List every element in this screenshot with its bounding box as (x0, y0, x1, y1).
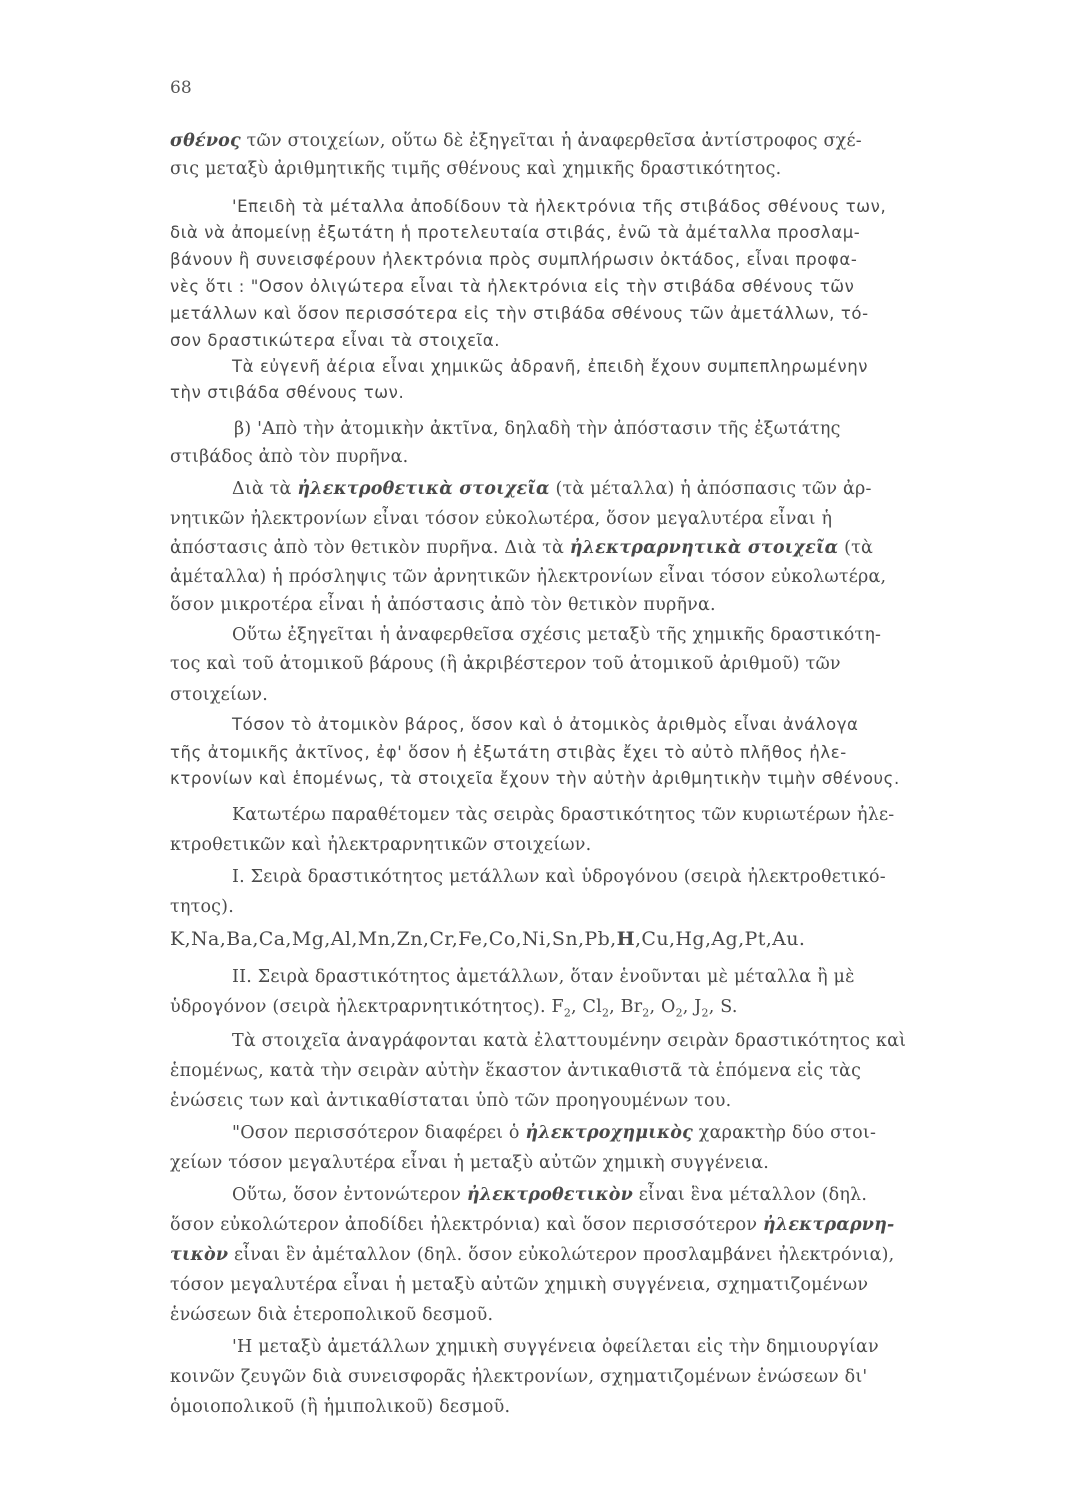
text-line: "Οσον περισσότερον διαφέρει ὁ ἠλεκτροχημικὸς χαρακτὴρ δύο στοι- (232, 1123, 877, 1143)
text-line: Διὰ τὰ ἠλεκτροθετικὰ στοιχεῖα (τὰ μέταλλα) ἡ ἀπόσπασις τῶν ἀρ- (232, 479, 872, 499)
page-number: 68 (170, 78, 192, 98)
text-line: κτροθετικῶν καὶ ἠλεκτραρνητικῶν στοιχείων. (170, 835, 592, 855)
element-series-metals: K,Na,Ba,Ca,Mg,Al,Mn,Zn,Cr,Fe,Co,Ni,Sn,Pb,H,Cu,Hg,Ag,Pt,Au. (170, 928, 806, 950)
text-line: 'Επειδὴ τὰ μέταλλα ἀποδίδουν τὰ ἠλεκτρόνια τῆς στιβάδος σθένους των, (232, 197, 887, 216)
text-line: βάνουν ἢ συνεισφέρουν ἠλεκτρόνια πρὸς συμπλήρωσιν ὀκτάδος, εἶναι προφα- (170, 250, 858, 269)
text-line: τητος). (170, 897, 234, 917)
element-series-nonmetals: ὑδρογόνον (σειρὰ ἠλεκτραρνητικότητος). $F_2$, $Cl_2$, $Br_2$, $O_2$, $J_2$, S. (170, 997, 738, 1020)
text-line: νὲς ὅτι : "Οσον ὀλιγώτερα εἶναι τὰ ἠλεκτρόνια εἰς τὴν στιβάδα σθένους τῶν (170, 277, 855, 296)
text-line: ὅσον εὐκολώτερον ἀποδίδει ἠλεκτρόνια) καὶ ὅσον περισσότερον ἠλεκτραρνη- (170, 1215, 895, 1235)
text-line: ἑνώσεις των καὶ ἀντικαθίσταται ὑπὸ τῶν προηγουμένων του. (170, 1091, 732, 1111)
text-line: II. Σειρὰ δραστικότητος ἀμετάλλων, ὅταν ἑνοῦνται μὲ μέταλλα ἢ μὲ (232, 967, 855, 987)
text-line: ὁμοιοπολικοῦ (ἢ ἡμιπολικοῦ) δεσμοῦ. (170, 1397, 511, 1417)
text-line: σις μεταξὺ ἀριθμητικῆς τιμῆς σθένους καὶ χημικῆς δραστικότητος. (170, 159, 782, 179)
text-line: στοιχείων. (170, 685, 269, 705)
text-line: Τὰ εὐγενῆ ἀέρια εἶναι χημικῶς ἀδρανῆ, ἐπειδὴ ἔχουν συμπεπληρωμένην (232, 357, 869, 376)
text-line: μετάλλων καὶ ὅσον περισσότερα εἰς τὴν στιβάδα σθένους τῶν ἀμετάλλων, τό- (170, 304, 869, 323)
text-line: Τόσον τὸ ἀτομικὸν βάρος, ὅσον καὶ ὁ ἀτομικὸς ἀριθμὸς εἶναι ἀνάλογα (232, 715, 859, 734)
text-line: τόσον μεγαλυτέρα εἶναι ἡ μεταξὺ αὐτῶν χημικὴ συγγένεια, σχηματιζομένων (170, 1275, 869, 1295)
text-line: τικὸν εἶναι ἓν ἀμέταλλον (δηλ. ὅσον εὐκολώτερον προσλαμβάνει ἠλεκτρόνια), (170, 1245, 895, 1265)
text-line: ἑνώσεων διὰ ἑτεροπολικοῦ δεσμοῦ. (170, 1305, 494, 1325)
text-line: στιβάδος ἀπὸ τὸν πυρῆνα. (170, 447, 409, 467)
text-line: ἀπόστασις ἀπὸ τὸν θετικὸν πυρῆνα. Διὰ τὰ ἠλεκτραρνητικὰ στοιχεῖα (τὰ (170, 538, 874, 558)
text-line: ἀμέταλλα) ἡ πρόσληψις τῶν ἀρνητικῶν ἠλεκτρονίων εἶναι τόσον εὐκολωτέρα, (170, 567, 887, 587)
text-line: κτρονίων καὶ ἑπομένως, τὰ στοιχεῖα ἔχουν τὴν αὐτὴν ἀριθμητικὴν τιμὴν σθένους. (170, 769, 900, 788)
text-line: Οὕτω, ὅσον ἐντονώτερον ἠλεκτροθετικὸν εἶναι ἓνα μέταλλον (δηλ. (232, 1185, 868, 1205)
text-line: τος καὶ τοῦ ἀτομικοῦ βάρους (ἢ ἀκριβέστερον τοῦ ἀτομικοῦ ἀριθμοῦ) τῶν (170, 654, 841, 674)
text-line: σον δραστικώτερα εἶναι τὰ στοιχεῖα. (170, 331, 501, 350)
text-line: σθένος τῶν στοιχείων, οὕτω δὲ ἐξηγεῖται ἡ ἀναφερθεῖσα ἀντίστροφος σχέ- (170, 131, 862, 151)
text-line: ἑπομένως, κατὰ τὴν σειρὰν αὐτὴν ἕκαστον ἀντικαθιστᾶ τὰ ἑπόμενα εἰς τὰς (170, 1061, 862, 1081)
text-line: χείων τόσον μεγαλυτέρα εἶναι ἡ μεταξὺ αὐτῶν χημικὴ συγγένεια. (170, 1153, 770, 1173)
text-line: 'Η μεταξὺ ἀμετάλλων χημικὴ συγγένεια ὀφείλεται εἰς τὴν δημιουργίαν (232, 1337, 879, 1357)
text-line: I. Σειρὰ δραστικότητος μετάλλων καὶ ὑδρογόνου (σειρὰ ἠλεκτροθετικό- (232, 867, 886, 887)
text-line: Τὰ στοιχεῖα ἀναγράφονται κατὰ ἐλαττουμένην σειρὰν δραστικότητος καὶ (232, 1031, 907, 1051)
text-line: ὅσον μικροτέρα εἶναι ἡ ἀπόστασις ἀπὸ τὸν θετικὸν πυρῆνα. (170, 595, 716, 615)
text-line: κοινῶν ζευγῶν διὰ συνεισφορᾶς ἠλεκτρονίων, σχηματιζομένων ἑνώσεων δι' (170, 1367, 868, 1387)
text-line: Κατωτέρω παραθέτομεν τὰς σειρὰς δραστικότητος τῶν κυριωτέρων ἠλε- (232, 805, 895, 825)
text-line: τὴν στιβάδα σθένους των. (170, 383, 405, 402)
text-line: β) 'Απὸ τὴν ἀτομικὴν ἀκτῖνα, δηλαδὴ τὴν ἀπόστασιν τῆς ἐξωτάτης (234, 419, 841, 439)
text-line: νητικῶν ἠλεκτρονίων εἶναι τόσον εὐκολωτέρα, ὅσον μεγαλυτέρα εἶναι ἡ (170, 509, 833, 529)
text-line: Οὕτω ἐξηγεῖται ἡ ἀναφερθεῖσα σχέσις μεταξὺ τῆς χημικῆς δραστικότη- (232, 625, 882, 645)
text-line: διὰ νὰ ἀπομείνῃ ἐξωτάτη ἡ προτελευταία στιβάς, ἐνῶ τὰ ἀμέταλλα προσλαμ- (170, 223, 861, 242)
text-line: τῆς ἀτομικῆς ἀκτῖνος, ἐφ' ὅσον ἡ ἐξωτάτη στιβὰς ἔχει τὸ αὐτὸ πλῆθος ἠλε- (170, 743, 847, 762)
